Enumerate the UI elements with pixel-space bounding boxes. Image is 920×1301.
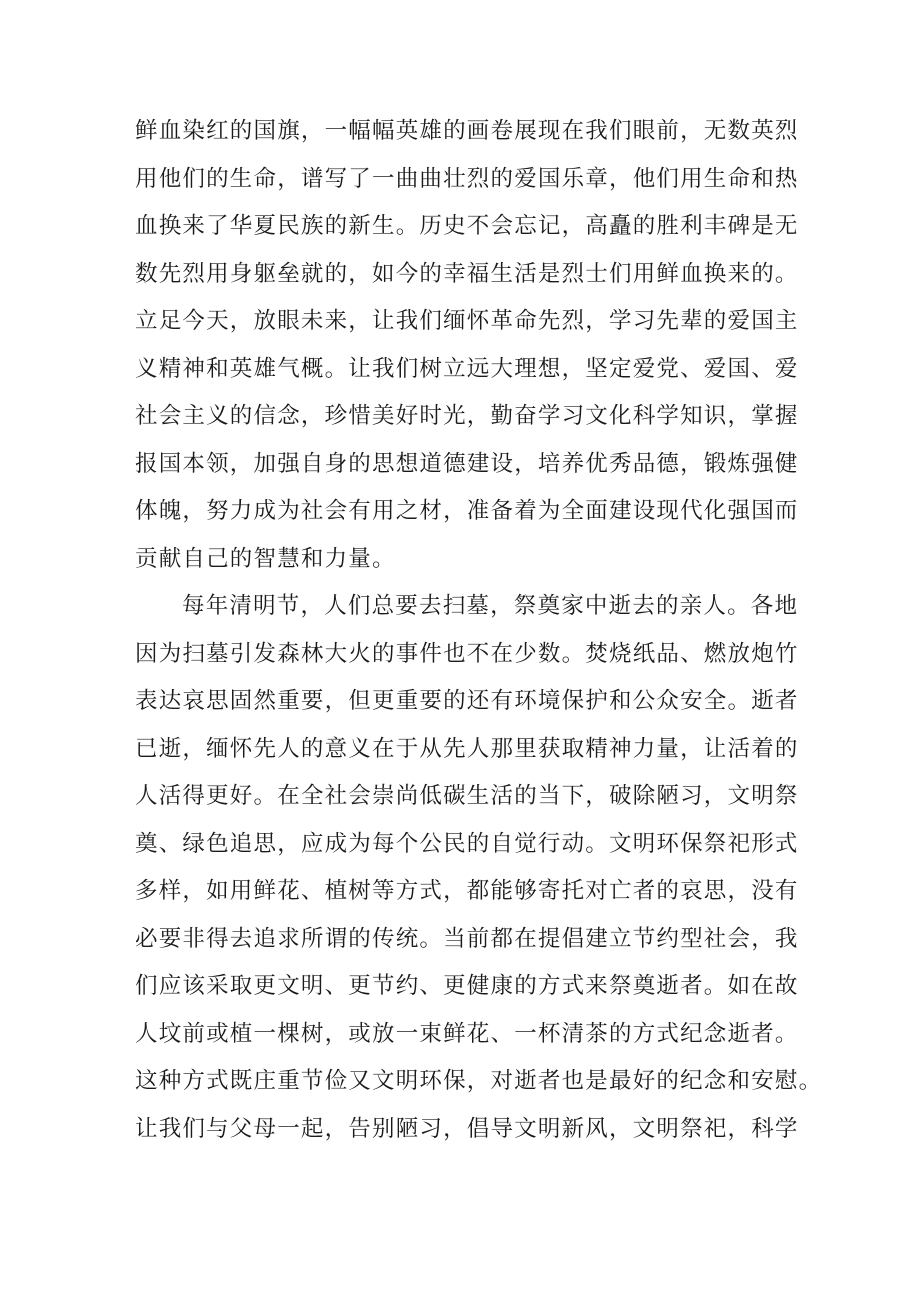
text-line: 必要非得去追求所谓的传统。当前都在提倡建立节约型社会，我 [135,925,799,952]
text-line: 鲜血染红的国旗，一幅幅英雄的画卷展现在我们眼前，无数英烈 [135,118,799,144]
paragraph-2 [135,583,823,1153]
text-line: 体魄，努力成为社会有用之材，准备着为全面建设现代化强国而 [135,498,799,524]
text-line: 因为扫墓引发森林大火的事件也不在少数。焚烧纸品、燃放炮竹 [135,640,799,667]
text-line: 报国本领，加强自身的思想道德建设，培养优秀品德，锻炼强健 [135,450,799,477]
paragraph-1 [135,108,815,583]
text-line: 人坟前或植一棵树，或放一束鲜花、一杯清茶的方式纪念逝者。 [135,1020,799,1047]
text-line: 让我们与父母一起，告别陋习，倡导文明新风，文明祭祀，科学 [135,1115,799,1142]
text-line: 表达哀思固然重要，但更重要的还有环境保护和公众安全。逝者 [135,688,799,714]
text-line: 每年清明节，人们总要去扫墓，祭奠家中逝去的亲人。各地 [182,593,799,619]
text-line: 血换来了华夏民族的新生。历史不会忘记，高矗的胜利丰碑是无 [135,213,799,239]
text-line: 人活得更好。在全社会崇尚低碳生活的当下，破除陋习，文明祭 [135,783,799,809]
text-line: 数先烈用身躯垒就的，如今的幸福生活是烈士们用鲜血换来的。 [135,260,799,287]
body-text [135,108,823,1153]
text-line: 们应该采取更文明、更节约、更健康的方式来祭奠逝者。如在故 [135,973,799,999]
text-line: 义精神和英雄气概。让我们树立远大理想，坚定爱党、爱国、爱 [135,355,799,382]
text-line: 社会主义的信念，珍惜美好时光，勤奋学习文化科学知识，掌握 [135,403,799,429]
text-line: 用他们的生命，谱写了一曲曲壮烈的爱国乐章，他们用生命和热 [135,165,799,192]
text-line: 贡献自己的智慧和力量。 [135,545,396,572]
text-line: 多样，如用鲜花、植树等方式，都能够寄托对亡者的哀思，没有 [135,878,799,904]
text-line: 奠、绿色追思，应成为每个公民的自觉行动。文明环保祭祀形式 [135,830,799,857]
text-line: 立足今天，放眼未来，让我们缅怀革命先烈，学习先辈的爱国主 [135,308,799,334]
text-line: 已逝，缅怀先人的意义在于从先人那里获取精神力量，让活着的 [135,735,799,762]
text-line: 这种方式既庄重节俭又文明环保，对逝者也是最好的纪念和安慰。 [135,1068,823,1094]
